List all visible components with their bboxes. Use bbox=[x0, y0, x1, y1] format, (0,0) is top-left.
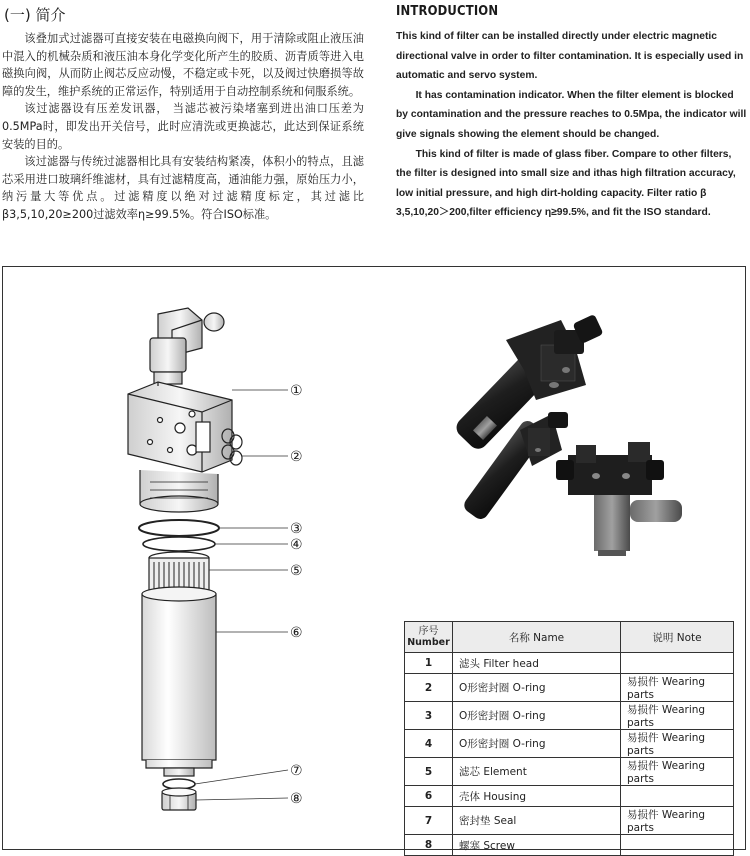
callout-2: ② bbox=[290, 449, 303, 465]
table-row bbox=[405, 835, 734, 856]
cn-intro-text bbox=[2, 30, 364, 224]
callout-6: ⑥ bbox=[290, 625, 303, 641]
exploded-filter-diagram bbox=[110, 290, 320, 830]
row-note: 易损件 Wearing parts bbox=[621, 730, 734, 758]
row-note: 易损件 Wearing parts bbox=[621, 807, 734, 835]
callout-1: ① bbox=[290, 383, 303, 399]
row-note bbox=[621, 835, 734, 856]
callout-7: ⑦ bbox=[290, 763, 303, 779]
en-paragraph-2: It has contamination indicator. When the filter element is blocked by contamination and the pressure reaches to 0.5Mpa, the indicator will give signals showing the element should be changed. bbox=[396, 89, 747, 140]
housing bbox=[142, 594, 216, 760]
row-note: 易损件 Wearing parts bbox=[621, 702, 734, 730]
table-row bbox=[405, 730, 734, 758]
callout-5: ⑤ bbox=[290, 563, 303, 579]
header-name: 名称 Name bbox=[453, 622, 621, 653]
callout-3: ③ bbox=[290, 521, 303, 537]
table-row bbox=[405, 758, 734, 786]
en-section-title: INTRODUCTION bbox=[396, 3, 499, 19]
row-note: 易损件 Wearing parts bbox=[621, 758, 734, 786]
parts-table bbox=[404, 621, 734, 856]
header-note: 说明 Note bbox=[621, 622, 734, 653]
row-number: 8 bbox=[405, 835, 453, 856]
row-name: 滤芯 Element bbox=[453, 758, 621, 786]
row-name: 密封垫 Seal bbox=[453, 807, 621, 835]
en-paragraph-1: This kind of filter can be installed directly under electric magnetic directional valve in order to filter contamination. It is especially used in automatic and servo system. bbox=[396, 31, 744, 82]
header-number: 序号 Number bbox=[405, 622, 453, 653]
row-number: 6 bbox=[405, 786, 453, 807]
table-header-row bbox=[405, 622, 734, 653]
cn-paragraph-1: 该叠加式过滤器可直接安装在电磁换向阀下，用于清除或阻止液压油中混入的机械杂质和液压油本身化学变化所产生的胶质、沥青质等进入电磁换向阀，从而防止阀芯反应动慢，不稳定或卡死，以及阀过快磨损等故障的发生，维护系统的正常运作，特别适用于自动控制系统和伺服系统。 bbox=[2, 32, 364, 98]
table-row bbox=[405, 674, 734, 702]
row-name: 螺塞 Screw bbox=[453, 835, 621, 856]
o-ring-4 bbox=[143, 537, 215, 551]
row-number: 3 bbox=[405, 702, 453, 730]
row-number: 2 bbox=[405, 674, 453, 702]
product-photo bbox=[436, 290, 736, 560]
o-ring-3 bbox=[139, 520, 219, 536]
connector-nut bbox=[204, 313, 224, 331]
en-paragraph-3: This kind of filter is made of glass fiber. Compare to other filters, the filter is designed into small size and ithas high filtration accuracy, low initial pressure, and high dirt-holding capacity. Filter ratio β 3,5,10,20＞200,filter efficiency η≥99.5%, and fit the ISO standard. bbox=[396, 148, 736, 219]
row-name: O形密封圈 O-ring bbox=[453, 730, 621, 758]
row-note bbox=[621, 653, 734, 674]
row-number: 7 bbox=[405, 807, 453, 835]
row-name: 滤头 Filter head bbox=[453, 653, 621, 674]
row-number: 1 bbox=[405, 653, 453, 674]
callout-8: ⑧ bbox=[290, 791, 303, 807]
filter-photo-with-valve bbox=[556, 442, 682, 556]
callout-4: ④ bbox=[290, 537, 303, 553]
row-name: O形密封圈 O-ring bbox=[453, 674, 621, 702]
cn-paragraph-2: 该过滤器设有压差发讯器， 当滤芯被污染堵塞到进出油口压差为0.5MPa时，即发出开关信号，此时应清洗或更换滤芯，此达到保证系统安装的目的。 bbox=[2, 102, 364, 151]
table-row bbox=[405, 807, 734, 835]
row-number: 5 bbox=[405, 758, 453, 786]
row-number: 4 bbox=[405, 730, 453, 758]
row-note: 易损件 Wearing parts bbox=[621, 674, 734, 702]
table-row bbox=[405, 786, 734, 807]
cn-paragraph-3: 该过滤器与传统过滤器相比具有安装结构紧凑，体积小的特点，且滤芯采用进口玻璃纤维滤材，具有过滤精度高，通油能力强，原始压力小，纳污量大等优点。过滤精度以绝对过滤精度标定，其过滤比 β3,5,10,20≥200过滤效率η≥99.5%。符合ISO标准。 bbox=[2, 155, 364, 221]
row-note bbox=[621, 786, 734, 807]
row-name: 壳体 Housing bbox=[453, 786, 621, 807]
row-name: O形密封圈 O-ring bbox=[453, 702, 621, 730]
table-row bbox=[405, 653, 734, 674]
table-row bbox=[405, 702, 734, 730]
en-intro-text bbox=[396, 27, 748, 223]
cn-section-title: (一) 简介 bbox=[4, 6, 66, 24]
